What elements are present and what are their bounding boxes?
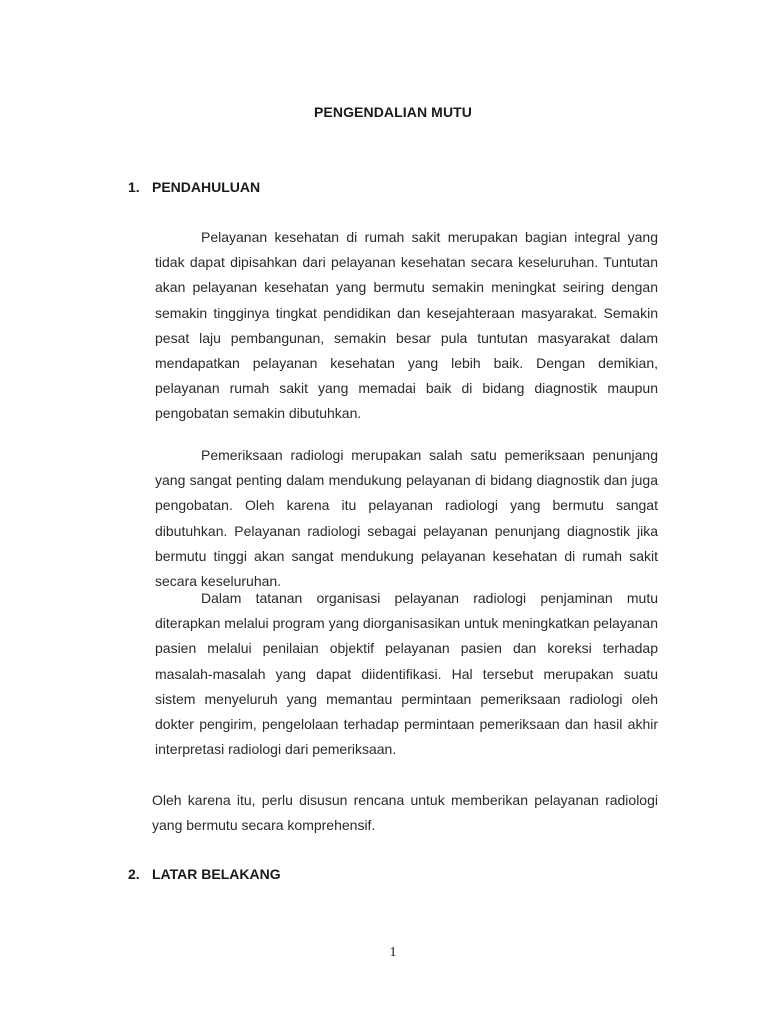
paragraph-1: Pelayanan kesehatan di rumah sakit merupakan bagian integral yang tidak dapat dipisahkan dari pelayanan kesehatan secara keseluruhan. Tuntutan akan pelayanan kesehatan yang bermutu semakin meningkat seiring dengan semakin tingginya tingkat pendidikan dan kesejahteraan masyarakat. Semakin pesat laju pembangunan, semakin besar pula tuntutan masyarakat dalam mendapatkan pelayanan kesehatan yang lebih baik. Dengan demikian, pelayanan rumah sakit yang memadai baik di bidang diagnostik maupun pengobatan semakin dibutuhkan. <box>155 229 658 422</box>
section-heading-2 <box>128 866 281 882</box>
section-title: PENDAHULUAN <box>152 179 261 195</box>
paragraph-2: Pemeriksaan radiologi merupakan salah satu pemeriksaan penunjang yang sangat penting dalam mendukung pelayanan di bidang diagnostik dan juga pengobatan. Oleh karena itu pelayanan radiologi yang bermutu sangat dibutuhkan. Pelayanan radiologi sebagai pelayanan penunjang diagnostik jika bermutu tinggi akan sangat mendukung pelayanan kesehatan di rumah sakit secara keseluruhan. <box>155 447 658 590</box>
section-heading-1 <box>128 179 260 195</box>
document-title: PENGENDALIAN MUTU <box>313 104 473 120</box>
page-number: 1 <box>389 945 397 960</box>
paragraph-4: Oleh karena itu, perlu disusun rencana untuk memberikan pelayanan radiologi yang bermutu secara komprehensif. <box>152 792 658 834</box>
section-title: LATAR BELAKANG <box>152 866 281 882</box>
paragraph-3: Dalam tatanan organisasi pelayanan radiologi penjaminan mutu diterapkan melalui program yang diorganisasikan untuk meningkatkan pelayanan pasien melalui penilaian objektif pelayanan pasien dan koreksi terhadap masalah-masalah yang dapat diidentifikasi. Hal tersebut merupakan suatu sistem menyeluruh yang memantau permintaan pemeriksaan radiologi oleh dokter pengirim, pengelolaan terhadap permintaan pemeriksaan dan hasil akhir interpretasi radiologi dari pemeriksaan. <box>155 590 658 758</box>
section-number: 1. <box>128 179 140 195</box>
section-number: 2. <box>128 866 140 882</box>
